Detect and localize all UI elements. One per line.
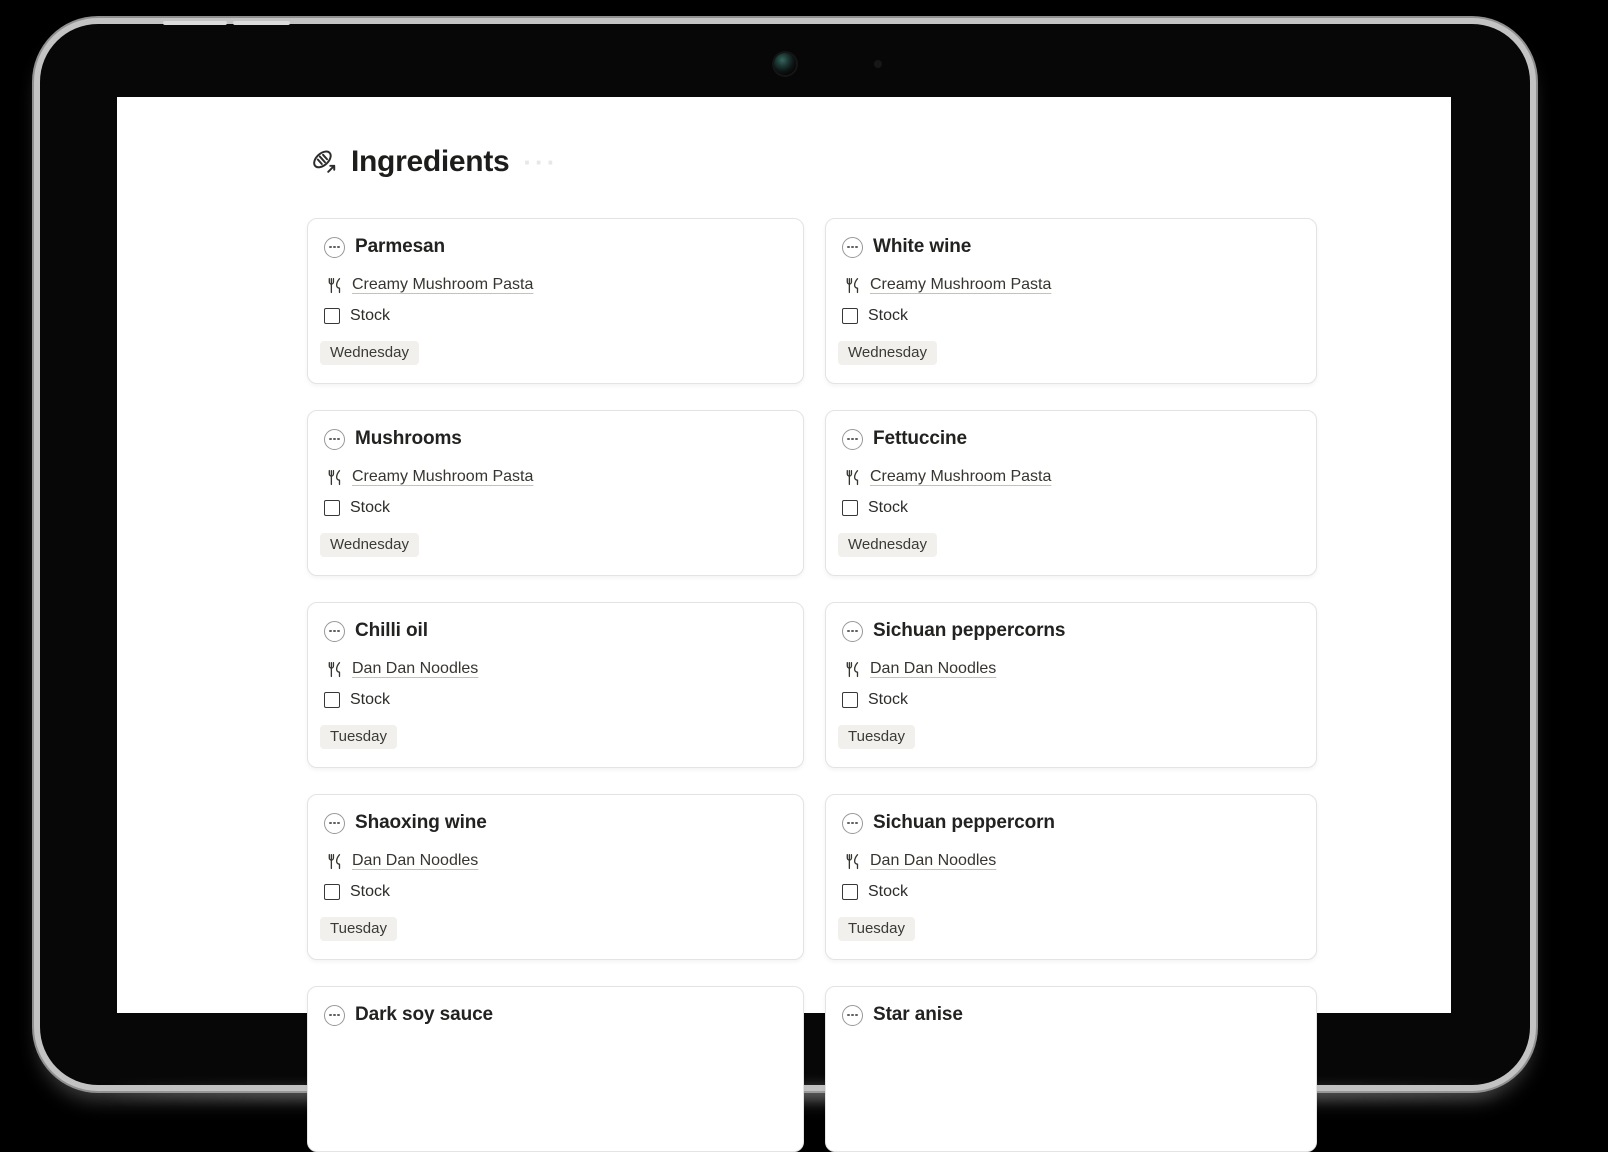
circle-dots-icon[interactable] <box>324 237 345 258</box>
recipe-row <box>844 466 1300 488</box>
ingredient-card[interactable] <box>307 986 804 1152</box>
stock-label: Stock <box>868 883 909 900</box>
ingredient-card[interactable] <box>825 986 1317 1152</box>
stock-label: Stock <box>350 499 391 516</box>
ingredient-card[interactable] <box>825 794 1317 960</box>
tag-row <box>324 519 787 557</box>
stock-label: Stock <box>868 499 909 516</box>
card-header <box>842 426 1300 452</box>
cards-grid <box>307 218 1317 1152</box>
recipe-link[interactable]: Creamy Mushroom Pasta <box>870 468 1052 485</box>
recipe-row <box>326 466 787 488</box>
day-tag: Tuesday <box>838 917 915 941</box>
recipe-link[interactable]: Creamy Mushroom Pasta <box>870 276 1052 293</box>
card-header <box>842 810 1300 836</box>
stock-checkbox[interactable] <box>842 884 858 900</box>
tablet-screen <box>117 97 1451 1025</box>
card-header <box>324 1002 787 1028</box>
ingredient-title: Star anise <box>873 1004 963 1025</box>
ingredient-title: Sichuan peppercorns <box>873 620 1066 641</box>
ingredient-card[interactable] <box>307 410 804 576</box>
circle-dots-icon[interactable] <box>842 237 863 258</box>
stock-row <box>842 305 1300 327</box>
stock-label: Stock <box>868 691 909 708</box>
card-header <box>842 1002 1300 1028</box>
card-header <box>324 810 787 836</box>
fork-knife-icon <box>844 469 861 486</box>
tag-row <box>842 711 1300 749</box>
volume-button <box>233 21 290 25</box>
day-tag: Wednesday <box>838 533 937 557</box>
card-header <box>324 618 787 644</box>
ambient-sensor-dot <box>874 60 882 68</box>
circle-dots-icon[interactable] <box>324 813 345 834</box>
recipe-link[interactable]: Dan Dan Noodles <box>870 852 997 869</box>
card-header <box>842 618 1300 644</box>
recipe-row <box>844 658 1300 680</box>
card-header <box>324 234 787 260</box>
fork-knife-icon <box>844 853 861 870</box>
recipe-row <box>326 658 787 680</box>
recipe-row <box>326 274 787 296</box>
stock-label: Stock <box>868 307 909 324</box>
fork-knife-icon <box>326 469 343 486</box>
ingredient-card[interactable] <box>307 794 804 960</box>
ingredient-card[interactable] <box>825 410 1317 576</box>
circle-dots-icon[interactable] <box>324 429 345 450</box>
tag-row <box>324 327 787 365</box>
stock-label: Stock <box>350 307 391 324</box>
stock-label: Stock <box>350 883 391 900</box>
stock-row <box>324 689 787 711</box>
tag-row <box>842 327 1300 365</box>
fork-knife-icon <box>326 661 343 678</box>
recipe-link[interactable]: Dan Dan Noodles <box>352 852 479 869</box>
circle-dots-icon[interactable] <box>324 621 345 642</box>
ingredient-title: Sichuan peppercorn <box>873 812 1055 833</box>
recipe-link[interactable]: Creamy Mushroom Pasta <box>352 468 534 485</box>
ingredient-card[interactable] <box>825 602 1317 768</box>
page-title: Ingredients <box>351 145 510 178</box>
circle-dots-icon[interactable] <box>842 1005 863 1026</box>
fork-knife-icon <box>844 661 861 678</box>
fork-knife-icon <box>326 277 343 294</box>
ingredient-title: Parmesan <box>355 236 446 257</box>
day-tag: Tuesday <box>320 917 397 941</box>
card-header <box>324 426 787 452</box>
circle-dots-icon[interactable] <box>842 813 863 834</box>
ingredient-card[interactable] <box>307 602 804 768</box>
day-tag: Tuesday <box>320 725 397 749</box>
recipe-row <box>844 274 1300 296</box>
ingredient-title: White wine <box>873 236 972 257</box>
volume-button <box>163 21 227 25</box>
ingredient-title: Mushrooms <box>355 428 462 449</box>
recipe-row <box>844 850 1300 872</box>
stock-checkbox[interactable] <box>842 500 858 516</box>
front-camera-icon <box>774 53 796 75</box>
day-tag: Wednesday <box>320 533 419 557</box>
circle-dots-icon[interactable] <box>842 429 863 450</box>
stock-checkbox[interactable] <box>324 500 340 516</box>
stock-checkbox[interactable] <box>842 308 858 324</box>
tag-row <box>324 711 787 749</box>
stock-row <box>324 881 787 903</box>
recipe-link[interactable]: Creamy Mushroom Pasta <box>352 276 534 293</box>
stock-checkbox[interactable] <box>324 308 340 324</box>
fork-knife-icon <box>844 277 861 294</box>
stock-checkbox[interactable] <box>324 884 340 900</box>
ingredient-card[interactable] <box>825 218 1317 384</box>
day-tag: Tuesday <box>838 725 915 749</box>
fork-knife-icon <box>326 853 343 870</box>
stock-label: Stock <box>350 691 391 708</box>
stock-row <box>842 497 1300 519</box>
ingredient-title: Shaoxing wine <box>355 812 487 833</box>
page-menu-dots[interactable]: ··· <box>523 146 559 177</box>
page-header <box>310 145 558 179</box>
tag-row <box>842 519 1300 557</box>
card-header <box>842 234 1300 260</box>
ingredient-title: Chilli oil <box>355 620 428 641</box>
stock-row <box>324 305 787 327</box>
ingredient-title: Dark soy sauce <box>355 1004 494 1025</box>
tag-row <box>842 903 1300 941</box>
stock-checkbox[interactable] <box>842 692 858 708</box>
baguette-arrow-icon <box>310 148 339 177</box>
tag-row <box>324 903 787 941</box>
ingredient-card[interactable] <box>307 218 804 384</box>
recipe-link[interactable]: Dan Dan Noodles <box>870 660 997 677</box>
recipe-link[interactable]: Dan Dan Noodles <box>352 660 479 677</box>
stock-row <box>842 881 1300 903</box>
day-tag: Wednesday <box>838 341 937 365</box>
stock-row <box>842 689 1300 711</box>
recipe-row <box>326 850 787 872</box>
stock-checkbox[interactable] <box>324 692 340 708</box>
stock-row <box>324 497 787 519</box>
day-tag: Wednesday <box>320 341 419 365</box>
circle-dots-icon[interactable] <box>324 1005 345 1026</box>
ingredient-title: Fettuccine <box>873 428 968 449</box>
circle-dots-icon[interactable] <box>842 621 863 642</box>
